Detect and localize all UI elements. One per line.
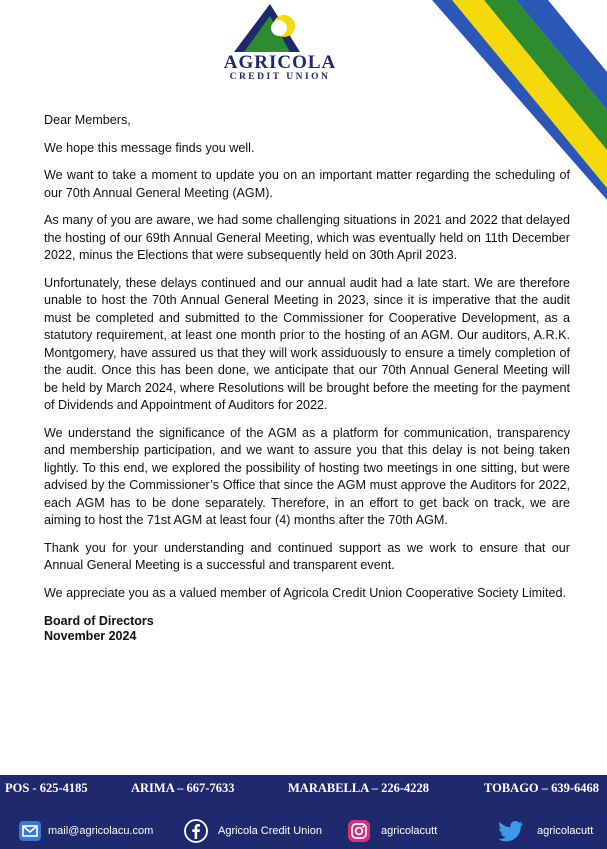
twitter-contact[interactable] [497, 819, 602, 843]
signature-date: November 2024 [44, 629, 137, 643]
instagram-contact[interactable] [347, 819, 457, 843]
footer-bar [0, 775, 607, 849]
phone-pos: POS - 625-4185 [5, 781, 88, 795]
twitter-icon [497, 819, 525, 843]
paragraph: Unfortunately, these delays continued and our annual audit had a late start. We are therefore unable to host the 70th Annual General Meeting in 2023, since it is imperative that the audit must be completed and submitted to the Commissioner for Cooperative Development, as a statutory requirement, at least one month prior to the hosting of an AGM. Our auditors, A.R.K. Montgomery, have assured us that they will work assiduously to ensure a timely completion of the audit. Once this has been done, we anticipate that our 70th Annual General Meeting will be held by March 2024, where Resolutions will be brought before the meeting for the payment of Dividends and Appointment of Auditors for 2022. [44, 275, 570, 412]
letter-body [44, 112, 570, 644]
phone-tobago: TOBAGO – 639-6468 [484, 781, 600, 795]
paragraph: We understand the significance of the AGM as a platform for communication, transparency and membership participation, and we want to assure you that this delay is not being taken lightly. To this end, we explored the possibility of hosting two meetings in one sitting, but were advised by the Commissioner’s Office that since the AGM must approve the Auditors for 2022, each AGM has to be done separately. Therefore, in an effort to get back on track, we are aiming to host the 71st AGM at least four (4) months after the 70th AGM. [44, 425, 570, 527]
email-contact[interactable] [18, 819, 168, 843]
email-icon [18, 819, 42, 843]
facebook-icon [184, 819, 208, 843]
greeting: Dear Members, [44, 113, 131, 127]
signature-title: Board of Directors [44, 614, 154, 628]
paragraph: As many of you are aware, we had some challenging situations in 2021 and 2022 that delayed the hosting of our 69th Annual General Meeting, which was eventually held on 11th December 2022, minus the Elections that were subsequently held on 30th April 2023. [44, 213, 570, 262]
paragraph: We appreciate you as a valued member of Agricola Credit Union Cooperative Society Limited. [44, 585, 566, 600]
phone-arima: ARIMA – 667-7633 [131, 781, 235, 795]
paragraph: Thank you for your understanding and continued support as we work to ensure that our Annual General Meeting is a successful and transparent event. [44, 540, 570, 572]
paragraph: We want to take a moment to update you on an important matter regarding the scheduling of our 70th Annual General Meeting (AGM). [44, 168, 570, 200]
branch-phone-list [0, 781, 607, 801]
brand-subtitle: CREDIT UNION [229, 72, 331, 82]
facebook-text[interactable]: Agricola Credit Union [218, 825, 322, 837]
email-text[interactable]: mail@agricolacu.com [48, 825, 154, 837]
paragraph: We hope this message finds you well. [44, 140, 255, 155]
instagram-text[interactable]: agricolacutt [381, 825, 438, 837]
instagram-icon [347, 819, 371, 843]
twitter-text[interactable]: agricolacutt [537, 825, 594, 837]
brand-name: AGRICOLA [223, 52, 337, 73]
facebook-contact[interactable] [184, 819, 334, 843]
phone-marabella: MARABELLA – 226-4228 [288, 781, 429, 795]
